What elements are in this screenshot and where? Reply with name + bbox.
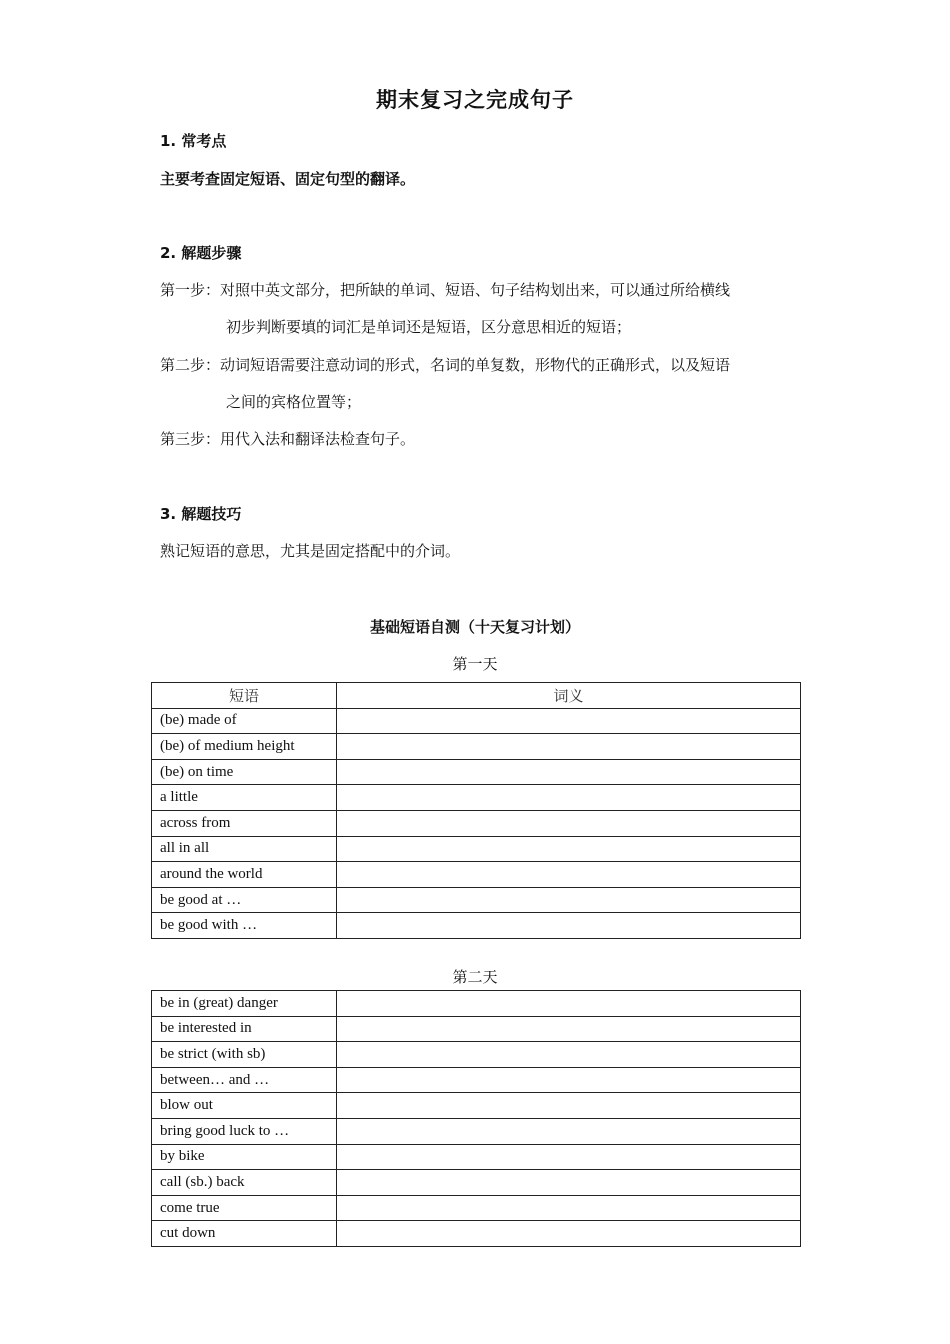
day-1-phrase-table (151, 682, 801, 939)
table-row (152, 734, 801, 760)
section-1-heading: 1. 常考点 (160, 132, 227, 150)
phrase-cell: call (sb.) back (152, 1170, 337, 1196)
step-3-line: 第三步：用代入法和翻译法检查句子。 (160, 430, 416, 448)
step-1-line-1: 第一步：对照中英文部分，把所缺的单词、短语、句子结构划出来，可以通过所给横线 (160, 281, 731, 299)
meaning-answer-cell[interactable] (337, 1042, 801, 1068)
phrase-cell: be good with … (152, 913, 337, 939)
table-row (152, 1067, 801, 1093)
table-row (152, 759, 801, 785)
meaning-answer-cell[interactable] (337, 810, 801, 836)
meaning-answer-cell[interactable] (337, 1016, 801, 1042)
table-row (152, 862, 801, 888)
phrase-cell: cut down (152, 1221, 337, 1247)
table-row (152, 1144, 801, 1170)
meaning-answer-cell[interactable] (337, 785, 801, 811)
table-row (152, 1042, 801, 1068)
meaning-answer-cell[interactable] (337, 836, 801, 862)
table-row (152, 1118, 801, 1144)
section-3-text: 熟记短语的意思，尤其是固定搭配中的介词。 (160, 542, 461, 560)
meaning-answer-cell[interactable] (337, 1170, 801, 1196)
phrase-cell: blow out (152, 1093, 337, 1119)
meaning-answer-cell[interactable] (337, 734, 801, 760)
table-row (152, 991, 801, 1017)
meaning-answer-cell[interactable] (337, 1067, 801, 1093)
phrase-cell: be in (great) danger (152, 991, 337, 1017)
phrase-cell: across from (152, 810, 337, 836)
section-3-heading: 3. 解题技巧 (160, 505, 242, 523)
day-2-label: 第二天 (452, 968, 498, 986)
meaning-answer-cell[interactable] (337, 913, 801, 939)
table-row (152, 887, 801, 913)
section-2-heading: 2. 解题步骤 (160, 244, 242, 262)
meaning-answer-cell[interactable] (337, 887, 801, 913)
self-test-title: 基础短语自测（十天复习计划） (369, 618, 580, 636)
phrase-cell: come true (152, 1195, 337, 1221)
phrase-cell: a little (152, 785, 337, 811)
phrase-cell: be interested in (152, 1016, 337, 1042)
step-2-line-1: 第二步：动词短语需要注意动词的形式，名词的单复数，形物代的正确形式，以及短语 (160, 356, 731, 374)
meaning-answer-cell[interactable] (337, 1144, 801, 1170)
phrase-cell: by bike (152, 1144, 337, 1170)
column-header-phrase: 短语 (152, 683, 337, 709)
phrase-cell: (be) made of (152, 708, 337, 734)
table-row (152, 1195, 801, 1221)
section-1-text: 主要考查固定短语、固定句型的翻译。 (160, 170, 416, 188)
phrase-cell: be good at … (152, 887, 337, 913)
meaning-answer-cell[interactable] (337, 708, 801, 734)
phrase-cell: between… and … (152, 1067, 337, 1093)
table-row (152, 1221, 801, 1247)
meaning-answer-cell[interactable] (337, 759, 801, 785)
phrase-cell: around the world (152, 862, 337, 888)
meaning-answer-cell[interactable] (337, 1093, 801, 1119)
table-row (152, 836, 801, 862)
day-1-label: 第一天 (452, 655, 498, 673)
table-row (152, 1016, 801, 1042)
phrase-cell: be strict (with sb) (152, 1042, 337, 1068)
meaning-answer-cell[interactable] (337, 991, 801, 1017)
day-2-phrase-table (151, 990, 801, 1247)
table-row (152, 708, 801, 734)
table-row (152, 785, 801, 811)
meaning-answer-cell[interactable] (337, 1221, 801, 1247)
step-2-line-2: 之间的宾格位置等； (226, 393, 362, 411)
table-row (152, 1093, 801, 1119)
table-header-row (152, 683, 801, 709)
table-row (152, 913, 801, 939)
table-row (152, 1170, 801, 1196)
phrase-cell: bring good luck to … (152, 1118, 337, 1144)
table-row (152, 810, 801, 836)
meaning-answer-cell[interactable] (337, 1118, 801, 1144)
phrase-cell: (be) on time (152, 759, 337, 785)
phrase-cell: (be) of medium height (152, 734, 337, 760)
meaning-answer-cell[interactable] (337, 1195, 801, 1221)
meaning-answer-cell[interactable] (337, 862, 801, 888)
step-1-line-2: 初步判断要填的词汇是单词还是短语，区分意思相近的短语； (226, 318, 632, 336)
column-header-meaning: 词义 (337, 683, 801, 709)
phrase-cell: all in all (152, 836, 337, 862)
page-title: 期末复习之完成句子 (376, 88, 574, 112)
